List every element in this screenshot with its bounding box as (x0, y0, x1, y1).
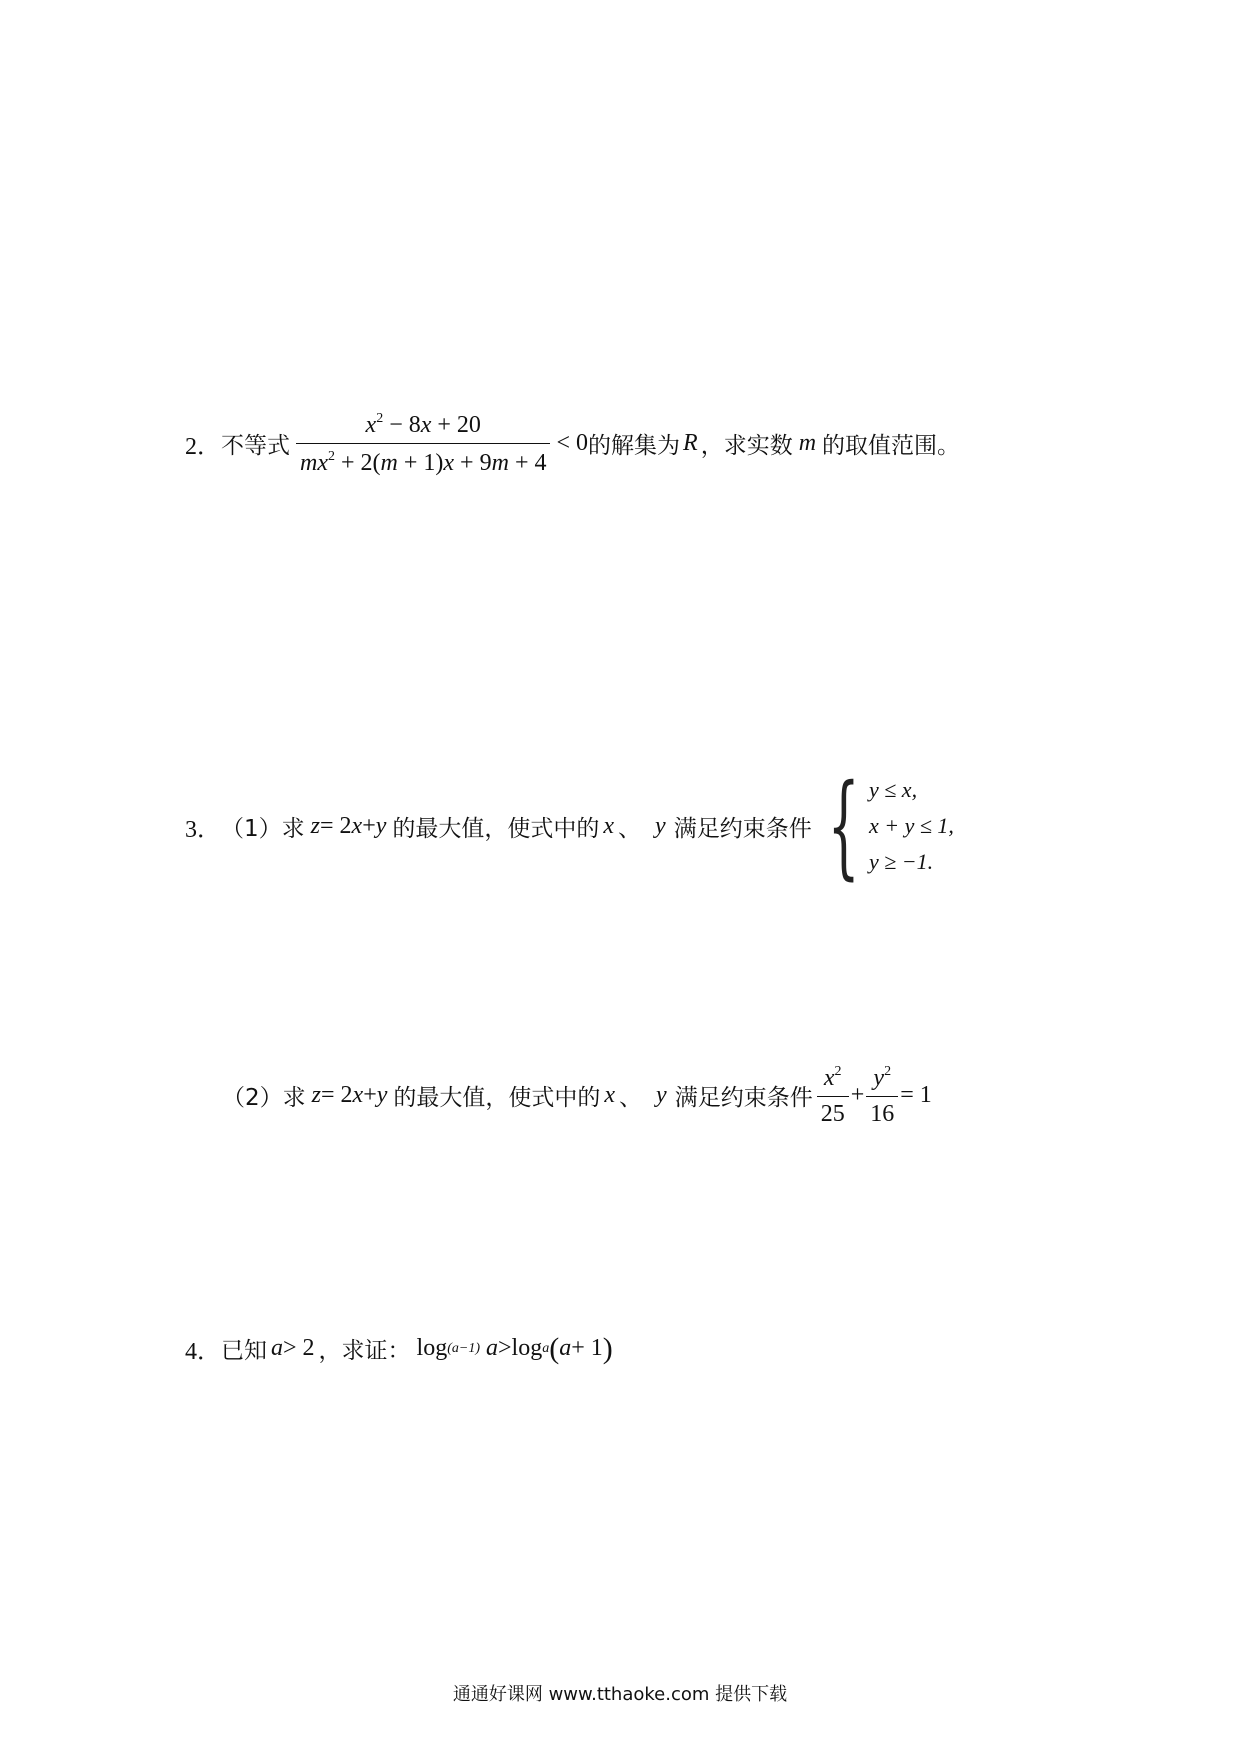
ellipse-term-x: $\frac{x^2}{25}$ (817, 1063, 849, 1128)
problem-2-text-2: ，求实数 (700, 433, 793, 459)
problem-4-text-2: ，求证： (318, 1338, 411, 1364)
constraint-rows (869, 777, 954, 875)
problem-2-text-1: 的解集为 (588, 433, 681, 459)
problem-4-number: 4． (185, 1339, 221, 1365)
part-1-text-2: 满足约束条件 (673, 815, 812, 842)
problem-3-number: 3． (185, 816, 221, 843)
fraction-denominator: $mx^2 + 2(m + 1)x + 9m + 4$ (300, 449, 547, 476)
part-2-label: （2）求 (222, 1085, 306, 1111)
part-1-text-1: 的最大值，使式中的 (392, 815, 600, 842)
problem-4: 4． 已知 a > 2 ，求证： log (a−1) a > log a ( a + 1 ) (185, 1331, 613, 1365)
footer-watermark: 通通好课网 www.tthaoke.com 提供下载 (452, 1684, 788, 1705)
problem-2-relation: < 0 (556, 430, 589, 456)
set-r: R (683, 430, 698, 456)
variable-m: m (798, 430, 817, 456)
problem-2-fraction (296, 410, 550, 477)
constraint-system (816, 761, 954, 891)
part-1-label: （1）求 (221, 815, 305, 842)
problem-2-number: 2． (185, 434, 221, 460)
fraction-numerator: $x^2 - 8x + 20$ (365, 411, 481, 438)
ellipse-equals: = 1 (900, 1082, 932, 1108)
constraint-2: x + y ≤ 1, (868, 813, 954, 838)
part-2-text-1: 的最大值，使式中的 (393, 1085, 601, 1111)
part-2-text-2: 满足约束条件 (674, 1085, 813, 1111)
problem-2-lead: 不等式 (221, 433, 290, 459)
ellipse-term-y: $\frac{y^2}{16}$ (866, 1063, 898, 1128)
constraint-3: y ≥ −1. (868, 849, 934, 874)
problem-2 (185, 410, 960, 477)
left-brace: { (827, 761, 860, 891)
problem-4-text-1: 已知 (221, 1338, 267, 1364)
problem-3-part-2: （2）求 z = 2 x + y 的最大值，使式中的 x 、 y 满足约束条件 $\frac{x^2}{25}$ + $\frac{y^2}{16}$ = 1 (222, 1064, 932, 1127)
problem-3-part-1: 3． （1）求 z = 2 x + y 的最大值，使式中的 x 、 y 满足约束条件 { y ≤ x, x + y ≤ 1, y ≥ −1. (185, 761, 954, 891)
problem-2-text-3: 的取值范围。 (822, 433, 961, 459)
constraint-1: y ≤ x, (868, 777, 918, 802)
